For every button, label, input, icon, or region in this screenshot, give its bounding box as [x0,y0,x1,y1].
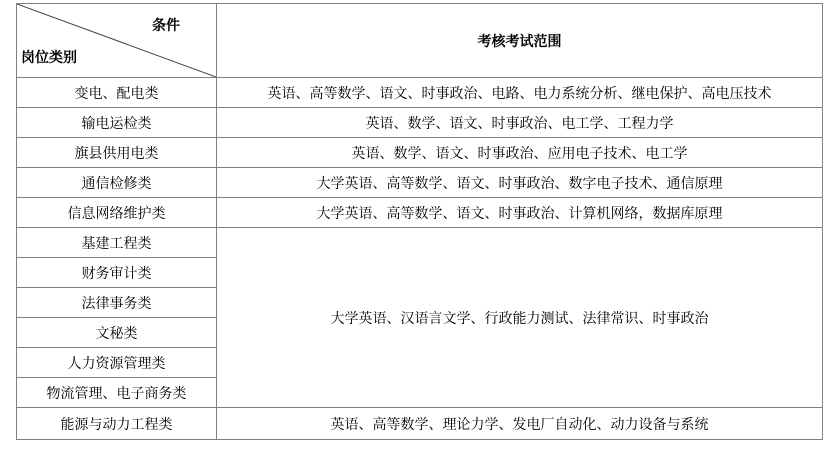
range-cell: 英语、数学、语文、时事政治、电工学、工程力学 [217,108,823,138]
category-cell: 变电、配电类 [17,78,217,108]
category-cell: 法律事务类 [17,288,217,318]
range-cell: 英语、数学、语文、时事政治、应用电子技术、电工学 [217,138,823,168]
table-row [17,108,823,138]
condition-header-label: 条件 [152,18,180,34]
header-row [17,4,823,78]
category-cell: 物流管理、电子商务类 [17,378,217,408]
exam-scope-table [16,3,823,440]
table-row [17,78,823,108]
category-cell: 输电运检类 [17,108,217,138]
category-cell: 能源与动力工程类 [17,408,217,440]
category-cell: 人力资源管理类 [17,348,217,378]
category-cell: 文秘类 [17,318,217,348]
header-diagonal-cell [17,4,217,78]
range-cell: 英语、高等数学、语文、时事政治、电路、电力系统分析、继电保护、高电压技术 [217,78,823,108]
range-header-label: 考核考试范围 [477,33,562,50]
category-cell: 通信检修类 [17,168,217,198]
category-cell: 旗县供用电类 [17,138,217,168]
table-row [17,198,823,228]
range-header-cell [217,4,823,78]
category-cell: 信息网络维护类 [17,198,217,228]
category-cell: 财务审计类 [17,258,217,288]
group-range-cell: 大学英语、汉语言文学、行政能力测试、法律常识、时事政治 [217,228,823,408]
range-cell: 大学英语、高等数学、语文、时事政治、计算机网络，数据库原理 [217,198,823,228]
table-row [17,138,823,168]
category-header-label: 岗位类别 [21,50,77,66]
category-cell: 基建工程类 [17,228,217,258]
table-row [17,408,823,440]
range-cell: 英语、高等数学、理论力学、发电厂自动化、动力设备与系统 [217,408,823,440]
range-cell: 大学英语、高等数学、语文、时事政治、数字电子技术、通信原理 [217,168,823,198]
table-row [17,168,823,198]
group-row [17,228,823,258]
